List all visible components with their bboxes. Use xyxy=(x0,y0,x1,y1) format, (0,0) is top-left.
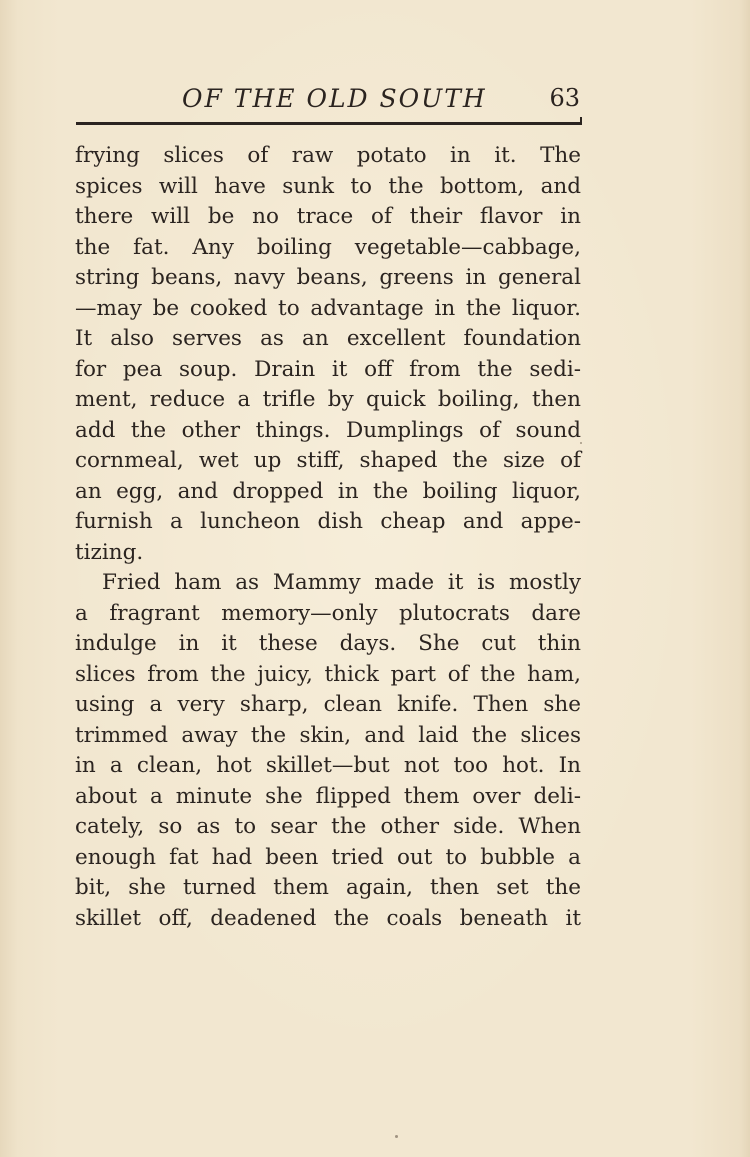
header-rule-end xyxy=(580,117,582,125)
running-title: OF THE OLD SOUTH xyxy=(182,84,487,113)
header-rule xyxy=(76,122,582,125)
text-line: furnish a luncheon dish cheap and appe- xyxy=(75,509,581,534)
text-line: an egg, and dropped in the boiling liquor, xyxy=(75,478,581,504)
text-line: trimmed away the skin, and laid the slices xyxy=(75,722,581,748)
page-body-text xyxy=(75,141,581,934)
text-line: ment, reduce a trifle by quick boiling, then xyxy=(75,387,581,412)
text-line: Fried ham as Mammy made it is mostly xyxy=(102,570,581,595)
text-line: a fragrant memory—only plutocrats dare xyxy=(75,600,581,626)
page-number: 63 xyxy=(549,84,580,112)
text-line: cornmeal, wet up stiff, shaped the size of xyxy=(75,448,581,473)
running-header xyxy=(74,84,580,124)
text-line: for pea soup. Drain it off from the sedi- xyxy=(75,356,581,382)
text-line: spices will have sunk to the bottom, and xyxy=(75,173,581,199)
text-line: about a minute she flipped them over deli- xyxy=(75,783,581,809)
text-line: the fat. Any boiling vegetable—cabbage, xyxy=(75,234,581,260)
text-line: enough fat had been tried out to bubble a xyxy=(75,844,581,870)
text-line: It also serves as an excellent foundation xyxy=(75,326,581,351)
text-line: string beans, navy beans, greens in general xyxy=(75,265,581,290)
text-line: tizing. xyxy=(75,539,144,565)
text-line: add the other things. Dumplings of sound xyxy=(75,417,581,443)
paper-speck xyxy=(395,1135,398,1138)
text-line: indulge in it these days. She cut thin xyxy=(75,631,581,656)
text-line: slices from the juicy, thick part of the ham, xyxy=(75,661,581,687)
text-line: in a clean, hot skillet—but not too hot. In xyxy=(75,753,581,778)
paper-speck xyxy=(580,442,582,444)
text-line: skillet off, deadened the coals beneath it xyxy=(75,905,581,931)
text-line: cately, so as to sear the other side. When xyxy=(75,814,581,839)
text-line: there will be no trace of their flavor in xyxy=(75,204,581,229)
text-line: using a very sharp, clean knife. Then she xyxy=(75,692,581,717)
text-line: bit, she turned them again, then set the xyxy=(75,875,581,900)
text-line: frying slices of raw potato in it. The xyxy=(75,143,581,168)
text-line: —may be cooked to advantage in the liquor. xyxy=(75,295,581,321)
